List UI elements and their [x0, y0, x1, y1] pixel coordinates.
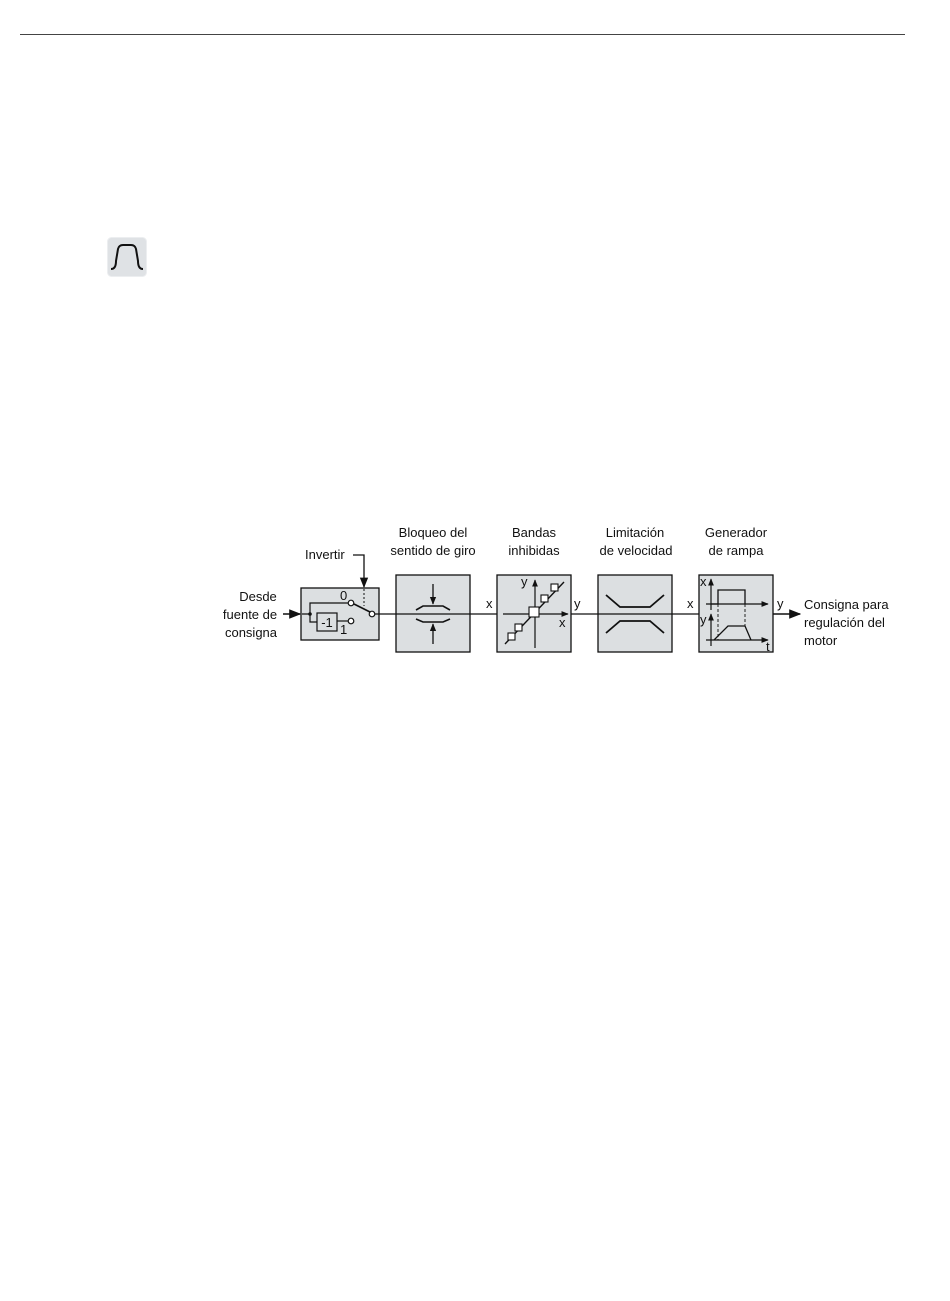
block4-title-line1: Generador	[704, 525, 768, 540]
switch-pos1-label: 1	[340, 622, 348, 637]
block3-title-line1: Limitación	[605, 525, 665, 540]
skip-bands-axis-x: x	[559, 615, 566, 630]
ramp-time-axis-label: t	[766, 639, 770, 654]
block1-title-line2: sentido de giro	[390, 543, 476, 558]
output-label-line2: regulación del	[804, 615, 885, 630]
ramp-top-axis-label: x	[700, 574, 707, 589]
signal-y1: y	[574, 596, 581, 611]
switch-contact-0	[348, 600, 354, 606]
input-label-line3: consigna	[224, 625, 278, 640]
block1-title-line1: Bloqueo del	[398, 525, 468, 540]
switch-pivot	[369, 611, 375, 617]
skip-bands-axis-y: y	[521, 574, 528, 589]
invert-arrow	[353, 555, 364, 587]
signal-x2: x	[687, 596, 694, 611]
ramp-bottom-axis-label: y	[700, 612, 707, 627]
signal-x1: x	[486, 596, 493, 611]
switch-contact-1	[348, 618, 354, 624]
skip-band-marker-2	[529, 607, 539, 617]
output-label-line1: Consigna para	[804, 597, 889, 612]
negate-label: -1	[321, 615, 333, 630]
signal-y2: y	[777, 596, 784, 611]
input-label-line1: Desde	[239, 589, 277, 604]
block2-title-line1: Bandas	[511, 525, 557, 540]
invert-label: Invertir	[305, 547, 345, 562]
block3-title-line2: de velocidad	[599, 543, 673, 558]
input-label-line2: fuente de	[222, 607, 278, 622]
block2-title-line2: inhibidas	[508, 543, 560, 558]
block4-title-line2: de rampa	[708, 543, 764, 558]
output-label-line3: motor	[804, 633, 838, 648]
switch-pos0-label: 0	[340, 588, 348, 603]
